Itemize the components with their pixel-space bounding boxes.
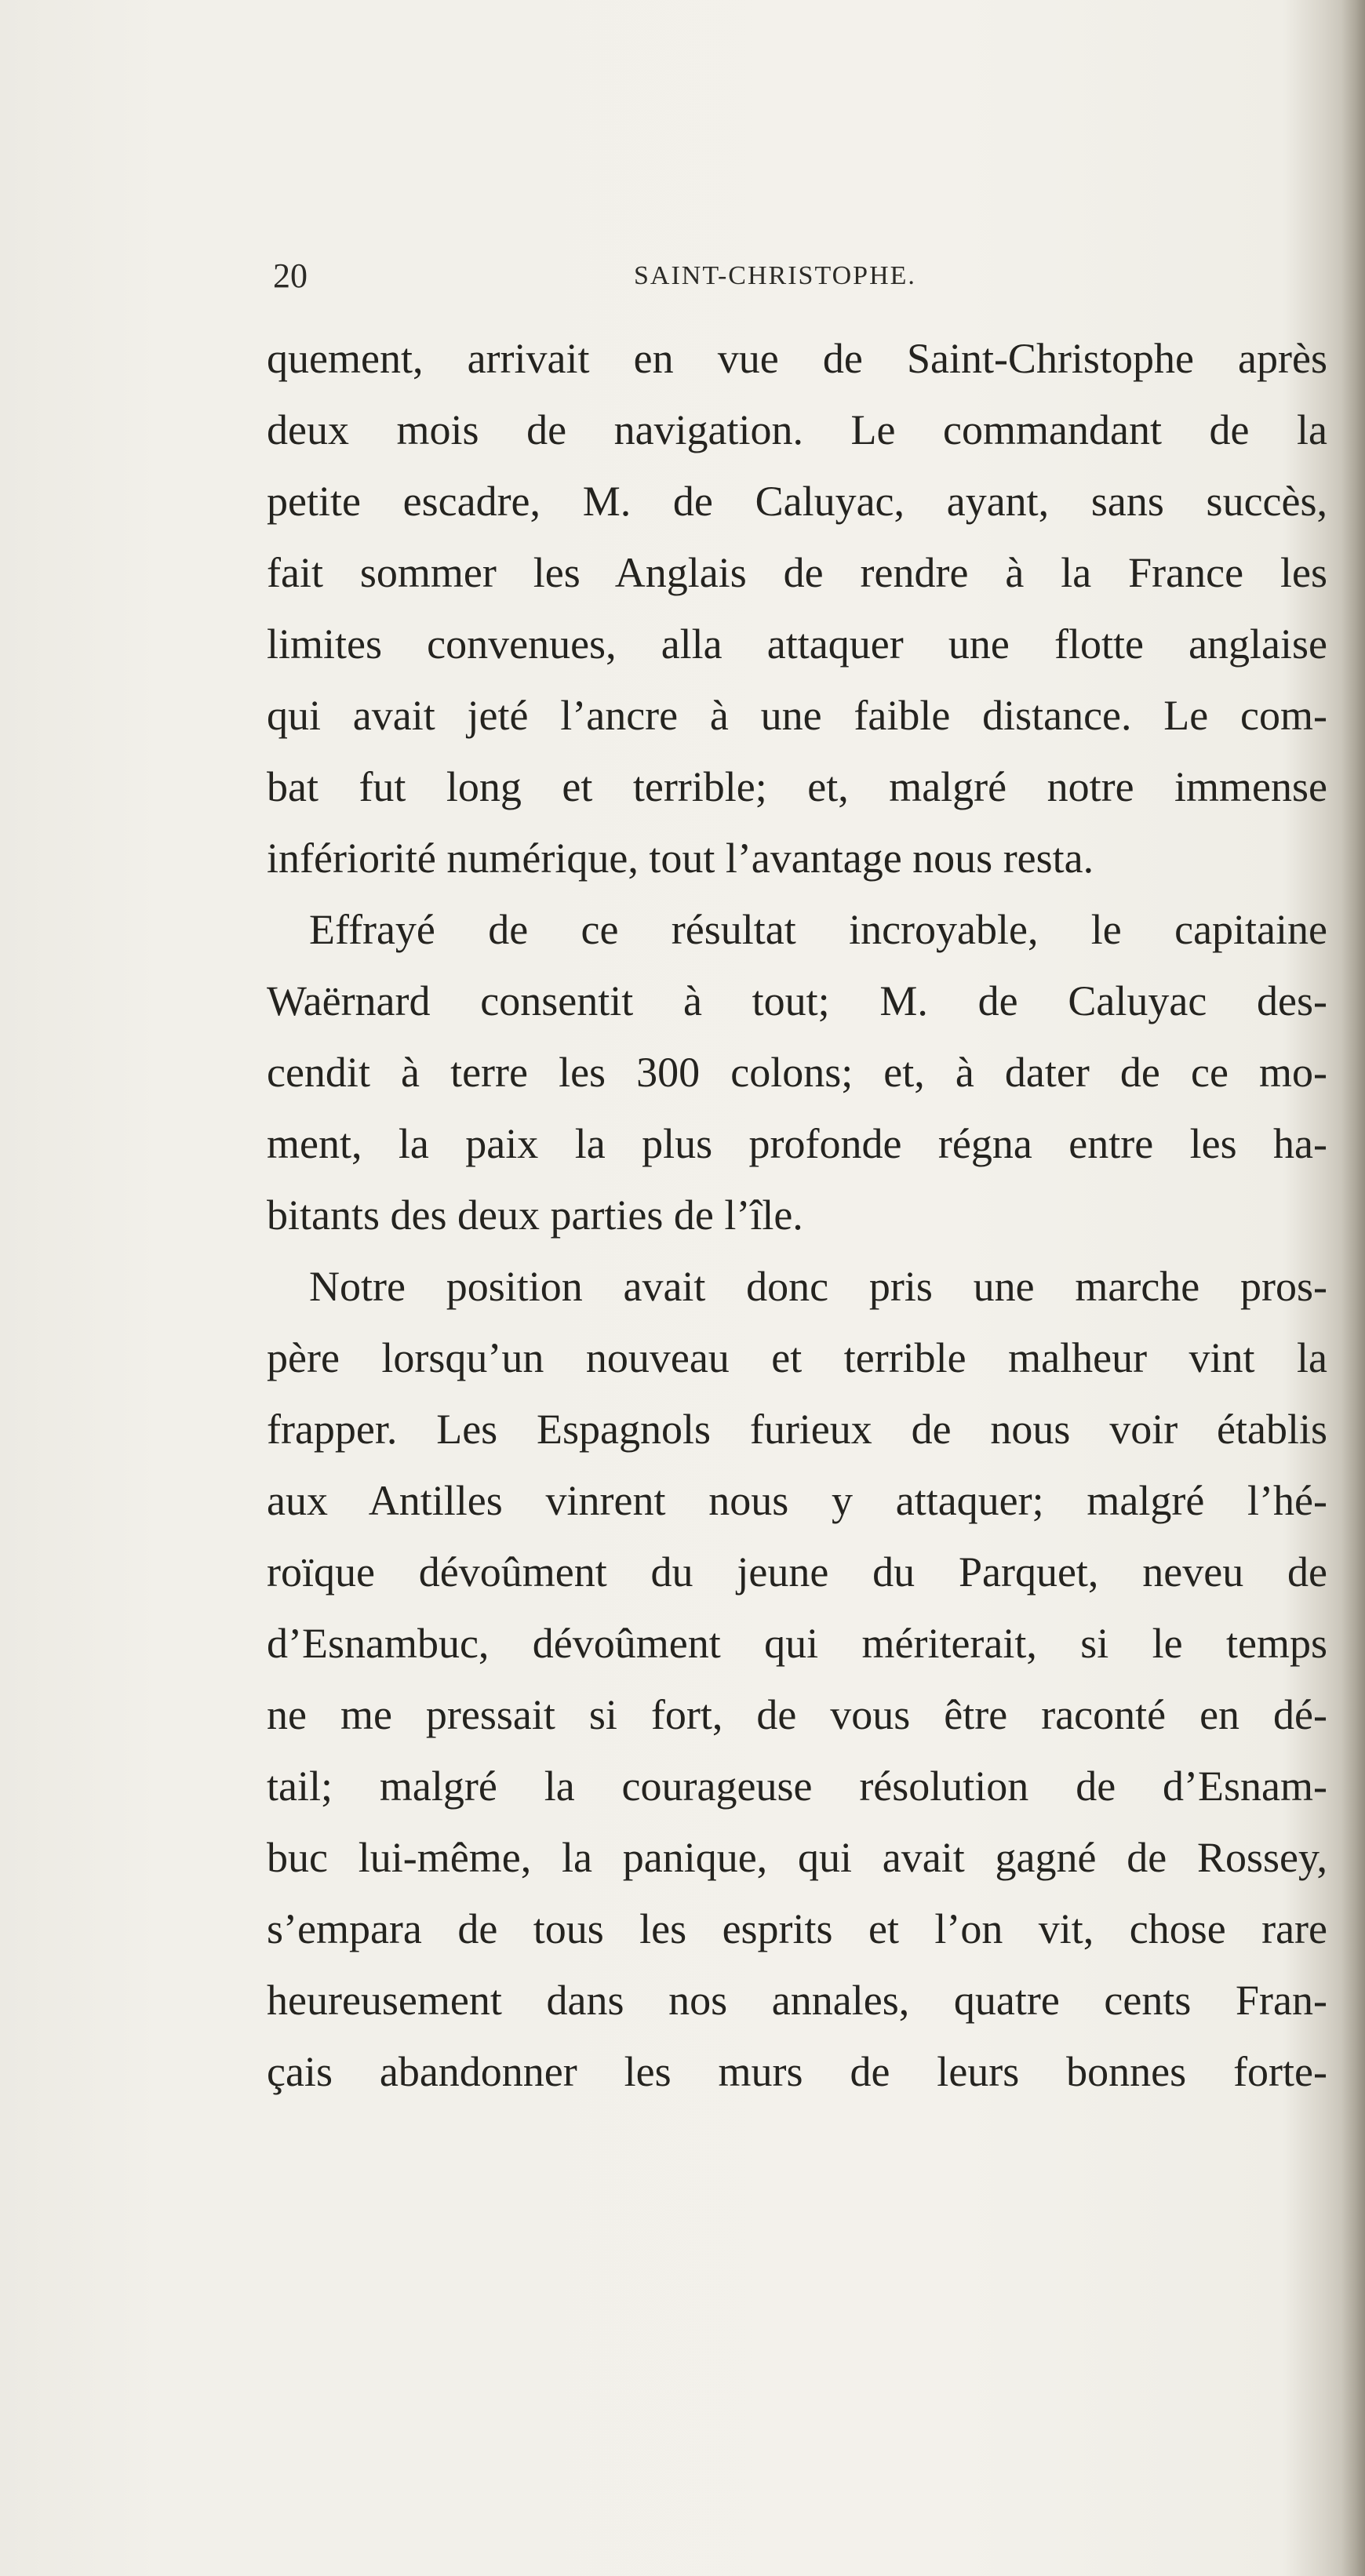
text-line: petite escadre, M. de Caluyac, ayant, sans succès,: [267, 478, 1327, 525]
text-line: limites convenues, alla attaquer une flotte anglaise: [267, 620, 1327, 668]
text-line: frapper. Les Espagnols furieux de nous voir établis: [267, 1406, 1327, 1453]
text-line: qui avait jeté l’ancre à une faible distance. Le com-: [267, 692, 1327, 739]
text-line: s’empara de tous les esprits et l’on vit, chose rare: [267, 1905, 1327, 1952]
text-line: fait sommer les Anglais de rendre à la France les: [267, 549, 1327, 596]
text-line: Notre position avait donc pris une marche pros-: [309, 1263, 1327, 1310]
text-line: deux mois de navigation. Le commandant de la: [267, 406, 1327, 453]
text-line: aux Antilles vinrent nous y attaquer; malgré l’hé-: [267, 1477, 1327, 1524]
text-line: bitants des deux parties de l’île.: [267, 1192, 803, 1239]
body-text: [267, 323, 1327, 2108]
text-line: heureusement dans nos annales, quatre cents Fran-: [267, 1977, 1327, 2024]
running-title: SAINT-CHRISTOPHE.: [634, 261, 916, 290]
spine-shadow: [1341, 0, 1365, 2576]
text-line: roïque dévoûment du jeune du Parquet, neveu de: [267, 1548, 1327, 1595]
text-line: quement, arrivait en vue de Saint-Christophe après: [267, 335, 1327, 382]
text-line: ne me pressait si fort, de vous être raconté en dé-: [267, 1691, 1327, 1738]
text-line: Effrayé de ce résultat incroyable, le capitaine: [309, 906, 1327, 953]
text-line: tail; malgré la courageuse résolution de d’Esnam-: [267, 1763, 1327, 1810]
text-line: d’Esnambuc, dévoûment qui mériterait, si le temps: [267, 1620, 1327, 1667]
text-line: infériorité numérique, tout l’avantage nous resta.: [267, 835, 1094, 882]
text-line: çais abandonner les murs de leurs bonnes forte-: [267, 2048, 1327, 2095]
text-line: père lorsqu’un nouveau et terrible malheur vint la: [267, 1334, 1327, 1381]
text-line: cendit à terre les 300 colons; et, à dater de ce mo-: [267, 1049, 1327, 1096]
text-line: Waërnard consentit à tout; M. de Caluyac des-: [267, 977, 1327, 1024]
page-header: [273, 253, 1340, 300]
text-line: bat fut long et terrible; et, malgré notre immense: [267, 763, 1327, 810]
text-line: ment, la paix la plus profonde régna entre les ha-: [267, 1120, 1327, 1167]
page-number: 20: [273, 257, 308, 295]
text-line: buc lui-même, la panique, qui avait gagné de Rossey,: [267, 1834, 1327, 1881]
